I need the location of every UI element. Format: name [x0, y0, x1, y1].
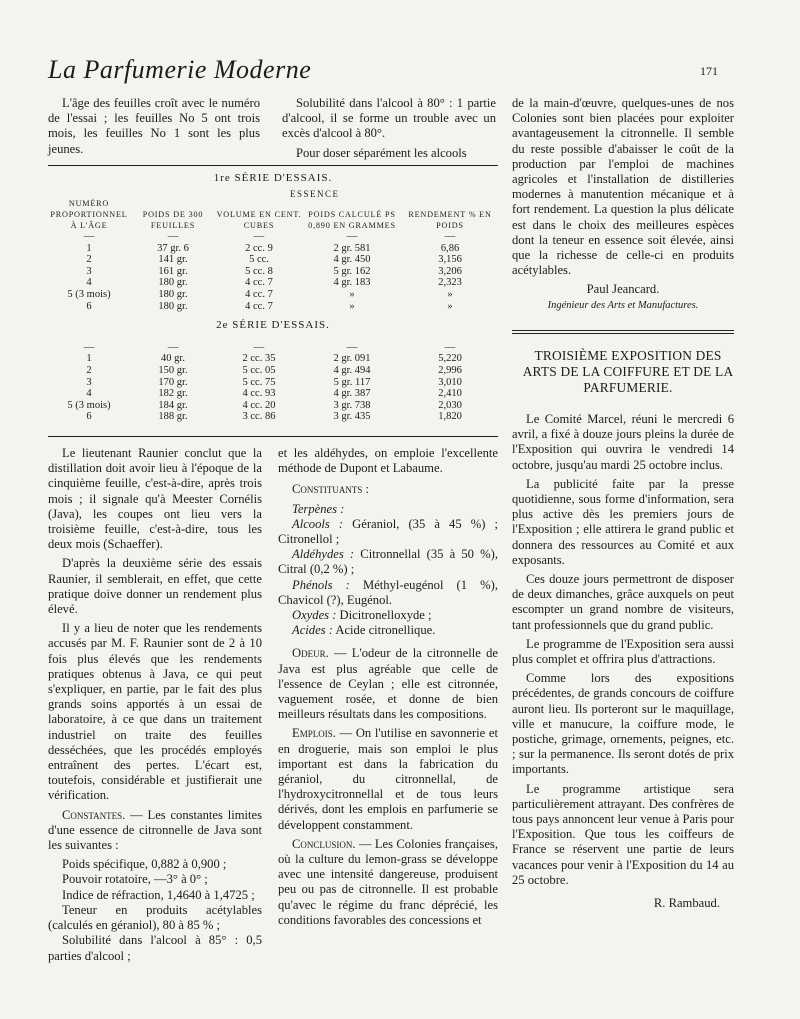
acides-label: Acides : — [292, 623, 333, 638]
table-bottom-rule — [48, 436, 498, 437]
table-row — [48, 411, 498, 423]
emplois-text: — On l'utilise en savonnerie et en droguerie, mais son emploi le plus important est dans la fabrication du géraniol, du citronnellal, de l'hydroxycitronnellal et de tous leurs dérivés, dont les emplois en parfumerie se développent constamment. — [278, 726, 498, 832]
table-cell: 3,156 — [438, 254, 462, 266]
masthead: La Parfumerie Moderne — [48, 55, 312, 84]
page-number: 171 — [700, 64, 718, 78]
acides-text: Acide citronellique. — [332, 623, 436, 638]
table-cell: 161 gr. — [158, 265, 188, 277]
table-cell: 5 cc. — [249, 254, 269, 266]
table-cell: 2,410 — [438, 388, 462, 400]
table-row — [48, 353, 498, 365]
acides-line — [278, 623, 498, 638]
table-cell: 2 — [86, 254, 92, 266]
table-row — [48, 289, 498, 301]
phenols-line — [278, 578, 498, 608]
table-cell: 4 cc. 7 — [245, 277, 273, 289]
table-cell: 4 — [86, 388, 92, 400]
table-cell: 188 gr. — [158, 411, 188, 423]
oxydes-label: Oxydes : — [292, 608, 337, 623]
oxydes-line — [278, 608, 498, 623]
table-cell: 4 cc. 93 — [242, 388, 276, 400]
table-cell: 182 gr. — [158, 388, 188, 400]
solubility-paragraph: Solubilité dans l'alcool à 80° : 1 partie d'alcool, il se forme un trouble avec un excès d'alcool à 80°. — [282, 96, 496, 141]
table-cell: 2 — [86, 364, 92, 376]
table-cell: » — [447, 300, 453, 312]
terpenes-line — [278, 502, 498, 517]
table-cell: 5 gr. 117 — [333, 376, 371, 388]
aldehydes-text: Citronnellal (35 à 50 %), Citral (0,2 %) ; — [278, 547, 498, 577]
table-cell: 6,86 — [440, 242, 460, 254]
table-cell: 3 gr. 738 — [333, 399, 371, 411]
column-3-lower — [512, 412, 734, 915]
author: R. Rambaud. — [653, 896, 720, 911]
serie2-body — [48, 353, 498, 423]
table-cell: » — [349, 300, 355, 312]
phenols-text: Méthyl-eugénol (1 %), Chavicol (?), Eugénol. — [278, 577, 498, 607]
table-cell: 2 gr. 091 — [333, 353, 371, 365]
table-cell: 2 cc. 35 — [242, 353, 276, 365]
table-cell: 2 gr. 581 — [333, 242, 371, 254]
raunier-paragraph: Le lieutenant Raunier conclut que la distillation doit avoir lieu à l'époque de la cinquième feuille, c'est-à-dire, après trois mois ; il signale qu'à Meester Cornélis (Java), les coupes ont lieu vers la troisième feuille, c'est-à-dire, tous les deux mois (Schaeffer). — [48, 446, 262, 552]
table-cell: 5 gr. 162 — [333, 265, 371, 277]
table-cell: 2,996 — [438, 364, 462, 376]
alcools-line — [278, 517, 498, 547]
constante-line: Solubilité dans l'alcool à 85° : 0,5 parties d'alcool ; — [48, 933, 262, 963]
table-cell: 3,010 — [438, 376, 462, 388]
table-cell: 40 gr. — [161, 353, 185, 365]
table-cell: 4 gr. 450 — [333, 254, 371, 266]
table-cell: 6 — [86, 411, 92, 423]
table-row — [48, 377, 498, 389]
emplois-heading: Emplois. — [292, 726, 336, 741]
essais-table: NUMÉRO PROPORTIONNEL À L'ÂGE POIDS DE 300 FEUILLES VOLUME EN CENT. CUBES POIDS CALCULÉ PS 0,890 EN GRAMMES RENDEMENT % EN POIDS — — — — — 1 37 gr. 6 2 cc. 9 2 gr. 581 6,86 2 141 gr. 5 cc. 4 gr. 450 3,156 3 161 gr. 5 cc. 8 5 gr. 162 3,206 4 180 gr. 4 cc. 7 4 gr. 183 2,323 5 (3 mois) 180 gr. 4 cc. 7 » » 6 180 gr. 4 cc. 7 » » 2e SÉRIE D'ESSAIS. — — — — — 1 40 gr. 2 cc. 35 2 gr. 091 5,220 2 150 gr. 5 cc. 05 4 gr. 494 2,996 3 170 gr. 5 cc. 75 5 gr. 117 3,010 4 182 gr. 4 cc. 93 4 gr. 387 2,410 5 (3 mois) 184 gr. 4 cc. 20 3 gr. 738 2,030 6 188 gr. 3 cc. 86 3 gr. 435 1,820 — [48, 198, 498, 423]
table-cell: 3,206 — [438, 265, 462, 277]
table-row — [48, 254, 498, 266]
table-cell: 1 — [86, 242, 92, 254]
signature-title: Ingénieur des Arts et Manufactures. — [547, 299, 699, 311]
serie1-title: 1re SÉRIE D'ESSAIS. — [213, 172, 333, 184]
table-cell: 4 gr. 183 — [333, 277, 371, 289]
table-cell: 180 gr. — [158, 300, 188, 312]
constantes-paragraph — [48, 808, 262, 854]
table-cell: 2,030 — [438, 399, 462, 411]
table-cell: 184 gr. — [158, 399, 188, 411]
table-cell: 4 cc. 7 — [245, 300, 273, 312]
section-rule-2 — [512, 333, 734, 334]
top-paragraph: L'âge des feuilles croît avec le numéro de l'essai ; les feuilles No 5 ont trois mois, les feuilles No 1 sont les plus jeunes. — [48, 96, 260, 156]
table-cell: 5 (3 mois) — [67, 399, 111, 411]
table-cell: 5 (3 mois) — [67, 288, 111, 300]
odeur-text: — L'odeur de la citronnelle de Java est plus agréable que celle de l'essence de Ceylan ; elle est citronnée, vaguement rosée, et donne de bien meilleurs résultats dans les compositions. — [278, 646, 498, 722]
table-cell: 6 — [86, 300, 92, 312]
douze-jours-paragraph: Ces douze jours permettront de disposer de deux dimanches, grâce auxquels on peut escompter un grand nombre de visiteurs, tant professionnels que du grand public. — [512, 572, 734, 632]
table-cell: 3 cc. 86 — [242, 411, 276, 423]
table-row — [48, 266, 498, 278]
table-row — [48, 277, 498, 289]
alcools-text: Géraniol, (35 à 45 %) ; Citronellol ; — [278, 516, 498, 547]
rendements-paragraph: Il y a lieu de noter que les rendements accusés par M. F. Raunier sont de 2 à 10 fois plus élevés que les rendements pratiques obtenus à Java, ce qui peut s'expliquer, en partie, par le fait des plus grands soins apportés à un essai de laboratoire, à ce que dans un traitement industriel on traite des feuilles desséchées, que les procédés employés entraînent des pertes. L'écart est, toutefois, considérable et justifierait une vérification. — [48, 621, 262, 803]
table-cell: 3 — [86, 265, 92, 277]
constantes-heading: Constantes. — [62, 807, 126, 822]
table-row — [48, 301, 498, 313]
table-cell: 4 gr. 494 — [333, 364, 371, 376]
table-header-cell: POIDS DE 300 FEUILLES — [142, 210, 204, 230]
top-column-1 — [48, 96, 260, 161]
exposition-title: TROISIÈME EXPOSITION DES ARTS DE LA COIFFURE ET DE LA PARFUMERIE. — [522, 348, 734, 395]
constituants-heading: Constituants : — [292, 482, 370, 497]
serie2-title: 2e SÉRIE D'ESSAIS. — [216, 319, 330, 332]
column-3 — [512, 96, 734, 313]
terpenes-label: Terpènes : — [292, 501, 345, 516]
signature: Paul Jeancard. — [586, 282, 660, 297]
phenols-label: Phénols : — [292, 577, 350, 592]
conclusion-heading: Conclusion. — [292, 836, 356, 851]
table-header-cell: NUMÉRO PROPORTIONNEL À L'ÂGE — [50, 199, 128, 230]
table-header-cell: RENDEMENT % EN POIDS — [408, 210, 492, 230]
table-cell: » — [349, 288, 355, 300]
table-cell: 37 gr. 6 — [157, 242, 189, 254]
table-row — [48, 243, 498, 255]
constantes-list — [48, 857, 262, 963]
comite-paragraph: Le Comité Marcel, réuni le mercredi 6 avril, a fixé à douze jours pleins la durée de l'Exposition qui ouvrira le vendredi 14 octobre, jusqu'au mardi 25 octobre inclus. — [512, 412, 734, 472]
deuxieme-serie-paragraph: D'après la deuxième série des essais Raunier, il semblerait, en effet, que cette pratique doive donner un rendement plus élevé. — [48, 556, 262, 617]
table-cell: 1,820 — [438, 411, 462, 423]
table-cell: 2,323 — [438, 277, 462, 289]
table-cell: 5,220 — [438, 353, 462, 365]
publicite-paragraph: La publicité faite par la presse quotidienne, sous forme d'information, sera plus active dès les premiers jours de l'Exposition ; elle attirera le grand public et donnera des ressources au Comité et aux exposants. — [512, 476, 734, 567]
table-top-rule — [48, 165, 498, 166]
table-cell: 180 gr. — [158, 277, 188, 289]
table-cell: 141 gr. — [158, 254, 188, 266]
table-cell: 150 gr. — [158, 364, 188, 376]
concours-paragraph: Comme lors des expositions précédentes, de grands concours de coiffure auront lieu. Ils porteront sur le maquillage, ville et manucure, la coiffure mode, le postiche, grimage, ornements, peignes, etc. ; sur la permanence. Ils seront dotés de prix importants. — [512, 671, 734, 777]
table-cell: 1 — [86, 353, 92, 365]
table-cell: 3 — [86, 376, 92, 388]
table-row — [48, 400, 498, 412]
constante-line: Indice de réfraction, 1,4640 à 1,4725 ; — [62, 887, 255, 902]
section-rule-1 — [512, 330, 734, 331]
artistique-paragraph: Le programme artistique sera particulièrement attrayant. Des confrères de tous pays annoncent leur venue à Paris pour l'Exposition. Que tous les coiffeurs de France se réservent une partie de leurs vacances pour venir à l'Exposition du 14 au 25 octobre. — [512, 781, 734, 887]
conclusion-paragraph — [278, 837, 498, 928]
table-cell: 2 cc. 9 — [245, 242, 273, 254]
table-row — [48, 365, 498, 377]
table-row — [48, 388, 498, 400]
table-cell: 5 cc. 75 — [242, 376, 276, 388]
table-header-row — [48, 198, 498, 231]
oxydes-text: Dicitronelloxyde ; — [336, 608, 432, 623]
table-cell: 4 cc. 7 — [245, 288, 273, 300]
aldehydes-paragraph: et les aldéhydes, on emploie l'excellente méthode de Dupont et Labaume. — [278, 446, 498, 476]
table-cell: 5 cc. 8 — [245, 265, 273, 277]
table-cell: 4 gr. 387 — [333, 388, 371, 400]
dosage-intro: Pour doser séparément les alcools — [296, 145, 467, 160]
table-cell: 4 — [86, 277, 92, 289]
emplois-paragraph — [278, 726, 498, 832]
table-cell: 4 cc. 20 — [242, 399, 276, 411]
table-header-cell: VOLUME EN CENT. CUBES — [216, 210, 302, 230]
table-cell: 5 cc. 05 — [242, 364, 276, 376]
serie1-body — [48, 243, 498, 313]
constantes-text: — Les constantes limites d'une essence de citronnelle de Java sont les suivantes : — [48, 807, 262, 853]
essence-label: ESSENCE — [290, 189, 340, 199]
constante-line: Poids spécifique, 0,882 à 0,900 ; — [62, 857, 227, 872]
table-header-cell: POIDS CALCULÉ PS 0,890 EN GRAMMES — [308, 210, 396, 230]
table-cell: 3 gr. 435 — [333, 411, 371, 423]
constante-line: Pouvoir rotatoire, —3° à 0° ; — [62, 872, 208, 887]
constante-line: Teneur en produits acétylables (calculés en géraniol), 80 à 85 % ; — [48, 902, 262, 933]
odeur-heading: Odeur. — [292, 646, 329, 661]
table-cell: 180 gr. — [158, 288, 188, 300]
conclusion-text: — Les Colonies françaises, où la culture du lemon-grass se développe avec une intensité dangereuse, produisent peu ou pas de citronnelle. Il est probable qu'avec le régime du franc déprécié, les conditions favorables des concessions et — [278, 836, 498, 927]
aldehydes-line — [278, 547, 498, 577]
top-column-2 — [282, 96, 496, 165]
odeur-paragraph — [278, 646, 498, 722]
column-1 — [48, 446, 262, 964]
aldehydes-label: Aldéhydes : — [292, 547, 355, 562]
column-2 — [278, 446, 498, 932]
table-cell: » — [447, 288, 453, 300]
programme-paragraph: Le programme de l'Exposition sera aussi plus complet et offrira plus d'attractions. — [512, 636, 734, 667]
essais-table-block — [48, 168, 498, 423]
table-cell: 170 gr. — [158, 376, 188, 388]
main-doeuvre-paragraph: de la main-d'œuvre, quelques-unes de nos Colonies sont bien placées pour exploiter avantageusement la citronnelle. Il semble du reste possible d'abaisser le coût de la production par l'emploi de machines agricoles et l'installation de distilleries modernes à manutention mécanique et à fort rendement. La question la plus délicate est dans le choix des meilleures espèces dont la teneur en essence soit élevée, ainsi que la richesse de celle-ci en produits acétylables. — [512, 96, 734, 278]
alcools-label: Alcools : — [292, 516, 344, 531]
